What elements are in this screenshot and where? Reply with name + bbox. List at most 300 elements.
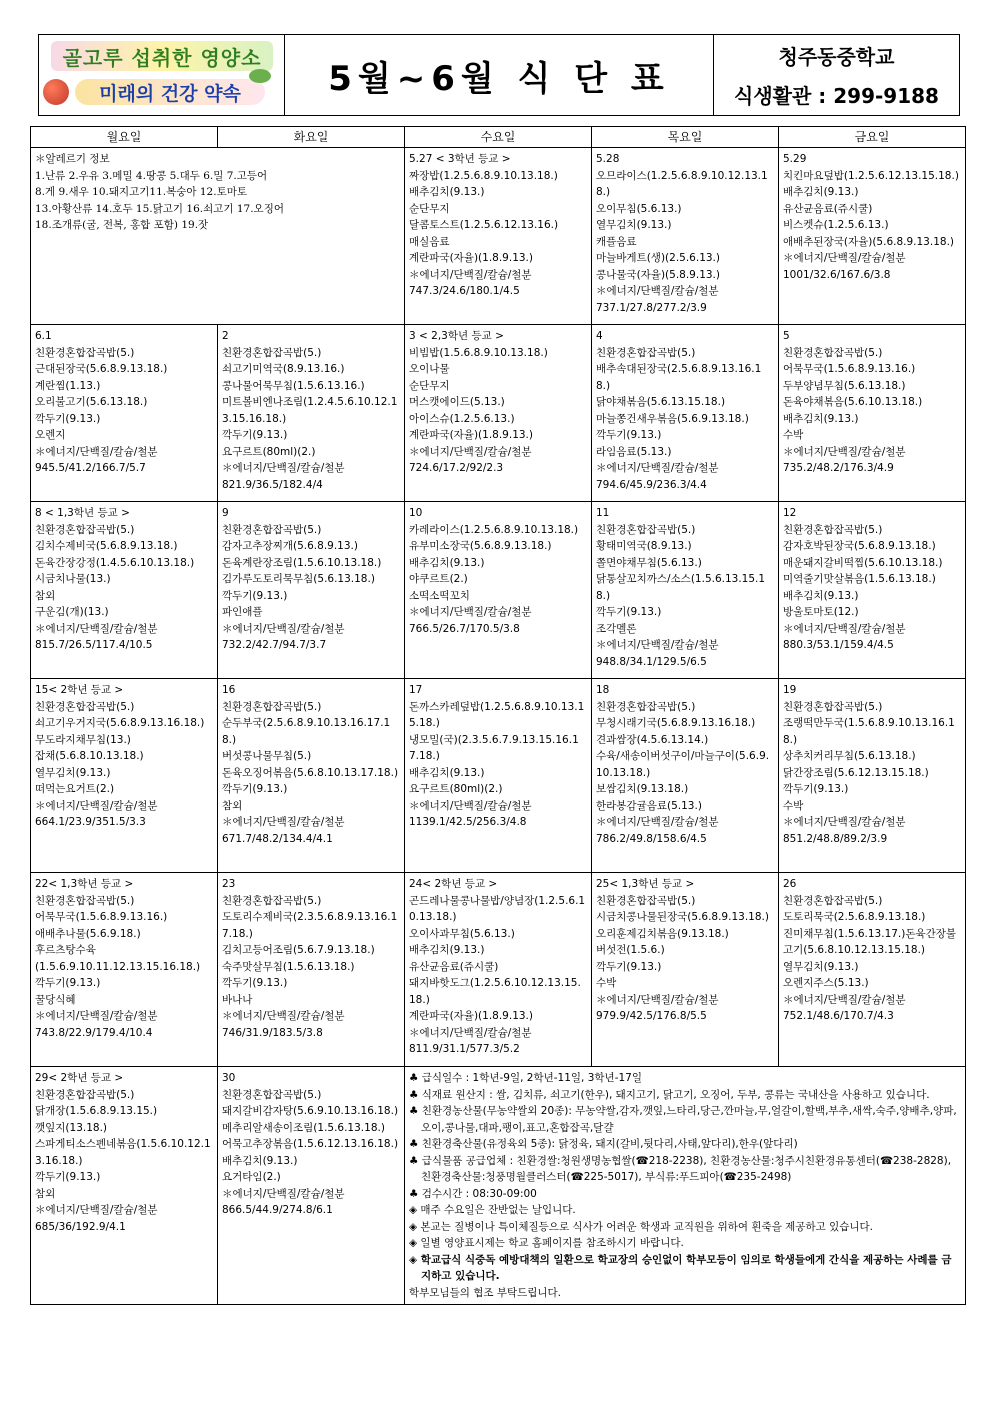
menu-item: 친환경혼합잡곡밥(5.): [783, 700, 883, 713]
menu-item: 배추김치(9.13.): [409, 766, 485, 779]
menu-date: 30: [222, 1072, 236, 1084]
menu-day-cell: [405, 873, 592, 1067]
menu-day-cell: [592, 679, 779, 873]
day-monday: 월요일: [31, 127, 218, 148]
menu-item: 배추김치(9.13.): [783, 412, 859, 425]
nutrition-label: ＊에너지/단백질/칼슘/철분: [35, 445, 158, 458]
nutrition-values: 752.1/48.6/170.7/4.3: [783, 1010, 894, 1022]
menu-item: 버섯전(1.5.6.): [596, 944, 665, 956]
menu-item: 깍두기(9.13.): [35, 412, 101, 425]
nutrition-values: 866.5/44.9/274.8/6.1: [222, 1204, 333, 1216]
menu-item: 유산균음료(쥬시쿨): [783, 202, 873, 215]
menu-item: 깍두기(9.13.): [222, 589, 288, 602]
menu-item: 조각멜론: [596, 622, 637, 635]
nutrition-label: ＊에너지/단백질/칼슘/철분: [783, 993, 906, 1006]
nutrition-values: 747.3/24.6/180.1/4.5: [409, 285, 520, 297]
menu-item: 요거타임(2.): [222, 1171, 281, 1183]
nutrition-info: [222, 460, 400, 493]
menu-day-content: [35, 1070, 213, 1235]
menu-item: 꿀당식혜: [35, 993, 76, 1006]
menu-day-cell: [405, 325, 592, 502]
week-row: [31, 1067, 966, 1305]
note-line: 학부모님들의 협조 부탁드립니다.: [409, 1286, 562, 1299]
menu-item: 오이사과무침(5.6.13.): [409, 927, 515, 940]
menu-date: 24< 2학년 등교 >: [409, 878, 498, 890]
menu-day-content: [35, 505, 213, 654]
page-title: 5월~6월 식 단 표: [285, 35, 714, 115]
nutrition-label: ＊에너지/단백질/칼슘/철분: [783, 252, 906, 264]
menu-item: 카레라이스(1.2.5.6.8.9.10.13.18.): [409, 523, 579, 536]
note-line: ◈ 본교는 질병이나 특이체질등으로 식사가 어려운 학생과 교직원을 위하여 흰죽을 제공하고 있습니다.: [409, 1220, 873, 1233]
menu-item: 돈육간장강정(1.4.5.6.10.13.18.): [35, 556, 195, 569]
nutrition-info: [409, 1025, 587, 1058]
nutrition-label: ＊에너지/단백질/칼슘/철분: [35, 799, 158, 812]
menu-day-cell: [592, 873, 779, 1067]
menu-item: 바나나: [222, 993, 253, 1006]
nutrition-info: [409, 267, 587, 300]
nutrition-values: 815.7/26.5/117.4/10.5: [35, 639, 153, 651]
menu-date: 29< 2학년 등교 >: [35, 1072, 124, 1084]
nutrition-info: [35, 621, 213, 654]
menu-item: 감자고추장찌개(5.6.8.9.13.): [222, 540, 358, 552]
menu-item: 아이스슈(1.2.5.6.13.): [409, 412, 515, 425]
menu-item: 메추리알새송이조림(1.5.6.13.18.): [222, 1121, 385, 1134]
menu-item: 유산균음료(쥬시쿨): [409, 960, 499, 973]
menu-item: 매운돼지갈비떡찜(5.6.10.13.18.): [783, 556, 943, 569]
menu-item: 김치수제비국(5.6.8.9.13.18.): [35, 540, 178, 552]
menu-day-content: [222, 876, 400, 1041]
menu-item: 애배추나물(5.6.9.18.): [35, 927, 141, 940]
menu-item: 콩나물국(자율)(5.8.9.13.): [596, 268, 720, 281]
menu-item: 소떡소떡꼬치: [409, 589, 470, 602]
menu-date: 4: [596, 330, 603, 342]
menu-date: 5.28: [596, 153, 620, 165]
menu-item: 미트볼비엔나조림(1.2.4.5.6.10.12.13.15.16.18.): [222, 396, 398, 425]
menu-date: 3 < 2,3학년 등교 >: [409, 330, 504, 342]
menu-day-content: [596, 505, 774, 670]
menu-table: [30, 126, 966, 1305]
nutrition-label: ＊에너지/단백질/칼슘/철분: [222, 1187, 345, 1200]
menu-item: 돼지갈비감자탕(5.6.9.10.13.16.18.): [222, 1105, 399, 1117]
menu-item: 수박: [783, 799, 804, 812]
menu-item: 어묵무국(1.5.6.8.9.13.16.): [783, 363, 916, 375]
menu-day-cell: [779, 679, 966, 873]
menu-date: 15< 2학년 등교 >: [35, 684, 124, 696]
menu-day-content: [783, 505, 961, 654]
nutrition-info: [783, 814, 961, 847]
menu-item: 닭야채볶음(5.6.13.15.18.): [596, 396, 726, 408]
nutrition-info: [783, 992, 961, 1025]
menu-item: 열무김치(9.13.): [35, 766, 111, 779]
menu-item: 닭간장조림(5.6.12.13.15.18.): [783, 766, 929, 779]
nutrition-label: ＊에너지/단백질/칼슘/철분: [409, 445, 532, 458]
logo-slogan-2: 미래의 건강 약속: [75, 79, 265, 105]
nutrition-label: ＊에너지/단백질/칼슘/철분: [783, 622, 906, 635]
nutrition-label: ＊에너지/단백질/칼슘/철분: [596, 462, 719, 474]
menu-day-content: [596, 682, 774, 847]
menu-item: 매실음료: [409, 235, 450, 248]
nutrition-values: 743.8/22.9/179.4/10.4: [35, 1026, 153, 1039]
nutrition-values: 685/36/192.9/4.1: [35, 1220, 126, 1233]
menu-date: 25< 1,3학년 등교 >: [596, 878, 695, 890]
menu-item: 배추김치(9.13.): [783, 186, 859, 198]
menu-item: 친환경혼합잡곡밥(5.): [35, 1088, 135, 1101]
logo: [39, 35, 285, 115]
menu-item: 깍두기(9.13.): [596, 606, 662, 618]
menu-item: 파인애플: [222, 606, 263, 618]
menu-item: 오이무침(5.6.13.): [596, 202, 682, 215]
menu-item: 어묵무국(1.5.6.8.9.13.16.): [35, 911, 168, 923]
nutrition-values: 735.2/48.2/176.3/4.9: [783, 462, 894, 474]
nutrition-info: [222, 814, 400, 847]
day-friday: 금요일: [779, 127, 966, 148]
note-line: ♣ 친환경농산물(무농약쌀외 20종): 무농약쌀,감자,깻잎,느타리,당근,깐마늘,무,얼갈이,할백,부추,새싹,숙주,양배추,양파,오이,콩나물,대파,팽이,표고,혼합잡곡,달걀: [409, 1105, 957, 1134]
menu-date: 8 < 1,3학년 등교 >: [35, 507, 130, 519]
menu-item: 요구르트(80ml)(2.): [409, 783, 503, 795]
nutrition-label: ＊에너지/단백질/칼슘/철분: [409, 606, 532, 618]
menu-item: 돈육계란장조림(1.5.6.10.13.18.): [222, 556, 382, 569]
menu-item: 무청시래기국(5.6.8.9.13.16.18.): [596, 717, 756, 729]
menu-item: 배추김치(9.13.): [783, 589, 859, 602]
nutrition-values: 821.9/36.5/182.4/4: [222, 478, 323, 491]
menu-item: 친환경혼합잡곡밥(5.): [596, 700, 696, 713]
nutrition-label: ＊에너지/단백질/칼슘/철분: [35, 1204, 158, 1216]
menu-day-content: [222, 682, 400, 847]
notes-box: [405, 1067, 966, 1305]
menu-day-cell: [31, 873, 218, 1067]
menu-item: 진미채무침(1.5.6.13.17.)돈육간장불고기(5.6.8.10.12.13.15.18.): [783, 927, 957, 956]
nutrition-values: 746/31.9/183.5/3.8: [222, 1026, 323, 1039]
menu-item: 열무김치(9.13.): [596, 219, 672, 231]
menu-item: 돈까스카레덮밥(1.2.5.6.8.9.10.13.15.18.): [409, 700, 585, 729]
nutrition-label: ＊에너지/단백질/칼슘/철분: [222, 1010, 345, 1022]
nutrition-info: [35, 1008, 213, 1041]
menu-day-cell: [218, 325, 405, 502]
nutrition-label: ＊에너지/단백질/칼슘/철분: [783, 445, 906, 458]
menu-date: 10: [409, 507, 423, 519]
menu-item: 돈육야채볶음(5.6.10.13.18.): [783, 396, 923, 408]
menu-date: 23: [222, 878, 236, 890]
menu-item: 오렌지주스(5.13.): [783, 977, 869, 989]
nutrition-values: 786.2/49.8/158.6/4.5: [596, 832, 707, 845]
menu-item: 깍두기(9.13.): [35, 1171, 101, 1183]
menu-date: 2: [222, 330, 229, 342]
menu-item: 시금치콩나물된장국(5.6.8.9.13.18.): [596, 911, 769, 923]
menu-item: 친환경혼합잡곡밥(5.): [35, 700, 135, 713]
menu-item: 어묵고추장볶음(1.5.6.12.13.16.18.): [222, 1138, 399, 1150]
menu-item: 곤드레나물콩나물밥/양념장(1.2.5.6.10.13.18.): [409, 894, 586, 923]
menu-day-content: [409, 328, 587, 477]
menu-item: 콩나물어묵무침(1.5.6.13.16.): [222, 379, 365, 392]
menu-item: 애배추된장국(자율)(5.6.8.9.13.18.): [783, 235, 954, 248]
menu-item: 상추치커리무침(5.6.13.18.): [783, 750, 916, 762]
menu-day-cell: [405, 679, 592, 873]
nutrition-label: ＊에너지/단백질/칼슘/철분: [222, 622, 345, 635]
menu-date: 26: [783, 878, 797, 890]
menu-day-cell: [405, 148, 592, 325]
menu-item: 비빔밥(1.5.6.8.9.10.13.18.): [409, 346, 548, 359]
week-row: [31, 502, 966, 679]
nutrition-values: 671.7/48.2/134.4/4.1: [222, 832, 333, 845]
note-line: ♣ 급식물품 공급업체 : 친환경쌀:청원생명농협쌀(☎218-2238), 친환경농산물:청주시친환경유통센터(☎238-2828), 친환경축산물:청풍명월클러스터(☎225-5017), 부식류:푸드피아(☎235-2498): [409, 1154, 952, 1183]
menu-item: 참외: [35, 1187, 56, 1200]
menu-item: 시금치나물(13.): [35, 573, 111, 585]
menu-item: 배추김치(9.13.): [409, 944, 485, 956]
menu-item: 치킨마요덮밥(1.2.5.6.12.13.15.18.): [783, 169, 959, 182]
menu-date: 17: [409, 684, 423, 696]
menu-day-content: [222, 1070, 400, 1219]
menu-item: 오리훈제김치볶음(9.13.18.): [596, 927, 729, 940]
menu-item: 쇠고기미역국(8.9.13.16.): [222, 363, 345, 375]
allergy-info: [31, 148, 405, 325]
day-tuesday: 화요일: [218, 127, 405, 148]
logo-slogan-1: 골고루 섭취한 영양소: [51, 41, 273, 71]
menu-item: 계란파국(자율)(1.8.9.13.): [409, 429, 533, 441]
menu-item: 떠먹는요거트(2.): [35, 783, 115, 795]
menu-item: 무도라지채무침(13.): [35, 733, 131, 746]
menu-item: 방울토마토(12.): [783, 606, 859, 618]
menu-item: 달콤토스트(1.2.5.6.12.13.16.): [409, 219, 559, 231]
menu-date: 19: [783, 684, 797, 696]
nutrition-info: [596, 283, 774, 316]
allergy-line: 18.조개류(굴, 전복, 홍합 포함) 19.잣: [35, 219, 209, 231]
menu-item: 도토리수제비국(2.3.5.6.8.9.13.16.17.18.): [222, 911, 398, 940]
menu-item: 깍두기(9.13.): [596, 960, 662, 973]
nutrition-info: [783, 250, 961, 283]
menu-day-cell: [779, 148, 966, 325]
menu-item: 머스캣에이드(5.13.): [409, 396, 505, 408]
menu-day-cell: [218, 1067, 405, 1305]
menu-day-cell: [592, 148, 779, 325]
nutrition-info: [596, 814, 774, 847]
menu-item: 돈육오징어볶음(5.6.8.10.13.17.18.): [222, 766, 399, 779]
menu-item: 계란파국(자율)(1.8.9.13.): [409, 252, 533, 264]
menu-day-content: [409, 505, 587, 637]
menu-item: 친환경혼합잡곡밥(5.): [783, 894, 883, 907]
menu-item: 오렌지: [35, 429, 66, 441]
menu-item: 김가루도토리묵무침(5.6.13.18.): [222, 573, 375, 585]
nutrition-info: [409, 604, 587, 637]
menu-item: 버섯콩나물무침(5.): [222, 750, 312, 762]
menu-item: 친환경혼합잡곡밥(5.): [596, 346, 696, 359]
nutrition-info: [222, 621, 400, 654]
menu-day-content: [222, 505, 400, 654]
week-row: [31, 148, 966, 325]
nutrition-values: 766.5/26.7/170.5/3.8: [409, 622, 520, 635]
nutrition-label: ＊에너지/단백질/칼슘/철분: [222, 462, 345, 474]
menu-day-cell: [218, 679, 405, 873]
menu-item: 친환경혼합잡곡밥(5.): [783, 523, 883, 536]
menu-day-content: [35, 682, 213, 831]
nutrition-info: [222, 1186, 400, 1219]
menu-item: 오므라이스(1.2.5.6.8.9.10.12.13.18.): [596, 169, 768, 198]
nutrition-values: 794.6/45.9/236.3/4.4: [596, 478, 707, 491]
nutrition-label: ＊에너지/단백질/칼슘/철분: [35, 622, 158, 635]
menu-item: 숙주맛살무침(1.5.6.13.18.): [222, 960, 355, 973]
menu-item: 친환경혼합잡곡밥(5.): [35, 346, 135, 359]
menu-item: 냉모밀(국)(2.3.5.6.7.9.13.15.16.17.18.): [409, 733, 579, 762]
allergy-line: 8.게 9.새우 10.돼지고기11.복숭아 12.토마토: [35, 186, 248, 198]
nutrition-info: [596, 992, 774, 1025]
menu-item: 캐플음료: [596, 235, 637, 248]
menu-date: 9: [222, 507, 229, 519]
menu-item: 비스켓슈(1.2.5.6.13.): [783, 219, 889, 231]
week-row: [31, 679, 966, 873]
school-name: 청주동중학교: [778, 45, 895, 69]
menu-date: 5.27 < 3학년 등교 >: [409, 153, 511, 165]
menu-date: 5: [783, 330, 790, 342]
week-row: [31, 325, 966, 502]
note-line: ◈ 학교급식 식중독 예방대책의 일환으로 학교장의 승인없이 학부모등이 임의로 학생들에게 간식을 제공하는 사례를 금지하고 있습니다.: [409, 1253, 952, 1282]
menu-item: 김치고등어조림(5.6.7.9.13.18.): [222, 944, 375, 956]
menu-item: 친환경혼합잡곡밥(5.): [222, 523, 322, 536]
day-wednesday: 수요일: [405, 127, 592, 148]
nutrition-values: 724.6/17.2/92/2.3: [409, 462, 504, 474]
menu-item: 수박: [596, 977, 617, 989]
menu-item: 친환경혼합잡곡밥(5.): [783, 346, 883, 359]
day-header-row: [31, 127, 966, 148]
menu-item: 한라봉감귤음료(5.13.): [596, 799, 702, 812]
menu-item: 구운김(개)(13.): [35, 606, 109, 618]
menu-item: 요구르트(80ml)(2.): [222, 445, 316, 458]
menu-day-content: [409, 876, 587, 1058]
note-line: ♣ 급식일수 : 1학년-9일, 2학년-11일, 3학년-17일: [409, 1072, 642, 1084]
menu-day-cell: [779, 873, 966, 1067]
menu-item: 유부미소장국(5.6.8.9.13.18.): [409, 540, 552, 552]
menu-item: 견과쌈장(4.5.6.13.14.): [596, 733, 709, 746]
nutrition-info: [35, 798, 213, 831]
menu-day-content: [596, 876, 774, 1025]
menu-item: 황태미역국(8.9.13.): [596, 540, 692, 552]
menu-item: 라임음료(5.13.): [596, 445, 672, 458]
menu-day-cell: [592, 325, 779, 502]
menu-day-cell: [31, 1067, 218, 1305]
menu-day-cell: [218, 873, 405, 1067]
menu-item: (1.5.6.9.10.11.12.13.15.16.18.): [35, 960, 201, 973]
menu-date: 12: [783, 507, 797, 519]
nutrition-values: 880.3/53.1/159.4/4.5: [783, 639, 894, 651]
menu-item: 조랭떡만두국(1.5.6.8.9.10.13.16.18.): [783, 717, 955, 746]
nutrition-values: 1001/32.6/167.6/3.8: [783, 268, 891, 281]
menu-item: 참외: [35, 589, 56, 602]
nutrition-label: ＊에너지/단백질/칼슘/철분: [409, 268, 532, 281]
menu-date: 18: [596, 684, 610, 696]
menu-item: 순단무지: [409, 202, 450, 215]
week-row: [31, 873, 966, 1067]
menu-item: 깍두기(9.13.): [222, 977, 288, 989]
note-line: ♣ 식재료 원산지 : 쌀, 김치류, 쇠고기(한우), 돼지고기, 닭고기, 오징어, 두부, 콩류는 국내산을 사용하고 있습니다.: [409, 1088, 930, 1101]
nutrition-values: 948.8/34.1/129.5/6.5: [596, 655, 707, 668]
menu-item: 보쌈김치(9.13.18.): [596, 783, 689, 795]
nutrition-info: [222, 1008, 400, 1041]
nutrition-info: [596, 460, 774, 493]
nutrition-label: ＊에너지/단백질/칼슘/철분: [783, 816, 906, 828]
menu-item: 친환경혼합잡곡밥(5.): [35, 523, 135, 536]
menu-date: 16: [222, 684, 236, 696]
menu-item: 친환경혼합잡곡밥(5.): [596, 894, 696, 907]
menu-item: 배추김치(9.13.): [409, 556, 485, 569]
menu-day-content: [222, 328, 400, 493]
menu-date: 6.1: [35, 330, 52, 342]
menu-item: 수박: [783, 429, 804, 441]
menu-day-cell: [592, 502, 779, 679]
menu-item: 두부양념무침(5.6.13.18.): [783, 379, 906, 392]
nutrition-info: [596, 637, 774, 670]
menu-item: 깍두기(9.13.): [35, 977, 101, 989]
menu-item: 깍두기(9.13.): [596, 429, 662, 441]
note-line: ♣ 검수시간 : 08:30-09:00: [409, 1187, 537, 1200]
menu-day-cell: [218, 502, 405, 679]
menu-item: 배추김치(9.13.): [409, 186, 485, 198]
menu-item: 깍두기(9.13.): [222, 783, 288, 795]
menu-day-content: [596, 328, 774, 493]
menu-day-content: [409, 151, 587, 300]
nutrition-info: [409, 798, 587, 831]
menu-day-cell: [779, 325, 966, 502]
vegetable-icon: [249, 69, 271, 83]
nutrition-info: [783, 444, 961, 477]
menu-item: 감자호박된장국(5.6.8.9.13.18.): [783, 540, 936, 552]
nutrition-info: [35, 1202, 213, 1235]
menu-item: 친환경혼합잡곡밥(5.): [222, 346, 322, 359]
nutrition-label: ＊에너지/단백질/칼슘/철분: [596, 816, 719, 828]
menu-item: 도토리묵국(2.5.6.8.9.13.18.): [783, 911, 926, 923]
menu-item: 친환경혼합잡곡밥(5.): [35, 894, 135, 907]
menu-item: 배추속대된장국(2.5.6.8.9.13.16.18.): [596, 363, 762, 392]
nutrition-label: ＊에너지/단백질/칼슘/철분: [409, 799, 532, 812]
allergy-line: 1.난류 2.우유 3.메밀 4.땅콩 5.대두 6.밀 7.고등어: [35, 169, 268, 182]
nutrition-info: [783, 621, 961, 654]
menu-item: 잡채(5.6.8.10.13.18.): [35, 750, 144, 762]
allergy-title: ＊알레르기 정보: [35, 153, 110, 165]
nutrition-values: 664.1/23.9/351.5/3.3: [35, 816, 146, 828]
nutrition-label: ＊에너지/단백질/칼슘/철분: [596, 285, 719, 297]
nutrition-values: 732.2/42.7/94.7/3.7: [222, 639, 327, 651]
menu-item: 깍두기(9.13.): [783, 783, 849, 795]
menu-item: 깻잎지(13.18.): [35, 1121, 108, 1134]
nutrition-label: ＊에너지/단백질/칼슘/철분: [596, 639, 719, 651]
menu-day-content: [783, 876, 961, 1025]
note-line: ◈ 일별 영양표시제는 학교 홈페이지를 참조하시기 바랍니다.: [409, 1237, 684, 1249]
menu-item: 미역줄기맛살볶음(1.5.6.13.18.): [783, 573, 936, 585]
menu-item: 친환경혼합잡곡밥(5.): [222, 1088, 322, 1101]
menu-item: 깍두기(9.13.): [222, 429, 288, 441]
menu-item: 후르츠탕수육: [35, 944, 96, 956]
menu-item: 열무김치(9.13.): [783, 960, 859, 973]
menu-item: 야쿠르트(2.): [409, 573, 468, 585]
menu-item: 친환경혼합잡곡밥(5.): [596, 523, 696, 536]
day-thursday: 목요일: [592, 127, 779, 148]
menu-item: 오이나물: [409, 363, 450, 375]
nutrition-label: ＊에너지/단백질/칼슘/철분: [222, 816, 345, 828]
menu-item: 계란파국(자율)(1.8.9.13.): [409, 1010, 533, 1022]
menu-item: 마늘바게트(생)(2.5.6.13.): [596, 252, 720, 264]
menu-day-cell: [405, 502, 592, 679]
menu-item: 마늘쫑건새우볶음(5.6.9.13.18.): [596, 412, 749, 425]
nutrition-values: 1139.1/42.5/256.3/4.8: [409, 816, 527, 828]
menu-item: 스파게티소스펜네볶음(1.5.6.10.12.13.16.18.): [35, 1138, 211, 1167]
note-line: ♣ 친환경축산물(유정육외 5종): 닭정육, 돼지(갈비,뒷다리,사태,앞다리),한우(앞다리): [409, 1138, 798, 1150]
menu-date: 22< 1,3학년 등교 >: [35, 878, 134, 890]
menu-item: 쇠고기우거지국(5.6.8.9.13.16.18.): [35, 717, 205, 729]
menu-day-cell: [779, 502, 966, 679]
menu-day-content: [409, 682, 587, 831]
note-line: ◈ 매주 수요일은 잔반없는 날입니다.: [409, 1204, 576, 1216]
menu-item: 순두부국(2.5.6.8.9.10.13.16.17.18.): [222, 717, 391, 746]
nutrition-label: ＊에너지/단백질/칼슘/철분: [596, 993, 719, 1006]
menu-item: 닭통살꼬치까스/소스(1.5.6.13.15.18.): [596, 573, 766, 602]
school-info: [714, 35, 959, 115]
